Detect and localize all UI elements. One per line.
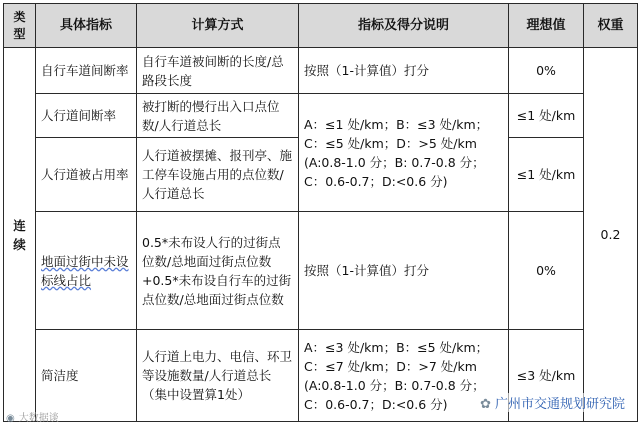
camera-icon: ◉ <box>6 413 15 424</box>
method-cell: 人行道上电力、电信、环卫等设施数量/人行道总长（集中设置算1处） <box>137 330 299 422</box>
ideal-cell: ≤3 处/km <box>509 330 584 422</box>
ideal-cell: ≤1 处/km <box>509 94 584 138</box>
table-header-row <box>4 4 638 48</box>
watermark-left-text: 大数据谈 <box>18 413 59 424</box>
type-cell: 连续 <box>4 48 36 422</box>
wechat-icon: ✿ <box>480 397 491 412</box>
header-method: 计算方式 <box>137 4 299 48</box>
ideal-cell: 0% <box>509 212 584 330</box>
table-row <box>4 212 638 330</box>
explain-cell: 按照（1-计算值）打分 <box>299 48 509 94</box>
ideal-cell: ≤1 处/km <box>509 138 584 212</box>
indicator-text: 地面过街中未设标线占比 <box>41 253 129 288</box>
indicator-cell: 人行道间断率 <box>36 94 137 138</box>
header-weight: 权重 <box>584 4 638 48</box>
method-cell: 人行道被摆摊、报刊亭、施工停车设施占用的点位数/人行道总长 <box>137 138 299 212</box>
watermark-right <box>477 393 628 412</box>
table-row <box>4 48 638 94</box>
indicator-cell: 自行车道间断率 <box>36 48 137 94</box>
ideal-cell: 0% <box>509 48 584 94</box>
table-row <box>4 94 638 138</box>
explain-cell: 按照（1-计算值）打分 <box>299 212 509 330</box>
watermark-left <box>6 409 59 424</box>
header-indicator: 具体指标 <box>36 4 137 48</box>
indicator-table <box>3 3 638 422</box>
method-cell: 被打断的慢行出入口点位数/人行道总长 <box>137 94 299 138</box>
method-cell: 自行车道被间断的长度/总路段长度 <box>137 48 299 94</box>
indicator-cell: 简洁度 <box>36 330 137 422</box>
method-cell: 0.5*未布设人行的过街点位数/总地面过街点位数+0.5*未布设自行车的过街点位数/总地面过街点位数 <box>137 212 299 330</box>
indicator-cell: 人行道被占用率 <box>36 138 137 212</box>
header-type: 类型 <box>4 4 36 48</box>
explain-cell: A：≤3 处/km；B：≤5 处/km；C：≤7 处/km；D：>7 处/km (A:0.8-1.0 分；B: 0.7-0.8 分；C：0.6-0.7；D:<0.6 分) <box>299 330 509 422</box>
weight-cell: 0.2 <box>584 48 638 422</box>
header-ideal: 理想值 <box>509 4 584 48</box>
explain-cell-merged: A：≤1 处/km；B：≤3 处/km；C：≤5 处/km；D：>5 处/km (A:0.8-1.0 分；B: 0.7-0.8 分；C：0.6-0.7；D:<0.6 分) <box>299 94 509 212</box>
header-explain: 指标及得分说明 <box>299 4 509 48</box>
indicator-cell <box>36 212 137 330</box>
watermark-right-text: 广州市交通规划研究院 <box>494 397 625 412</box>
